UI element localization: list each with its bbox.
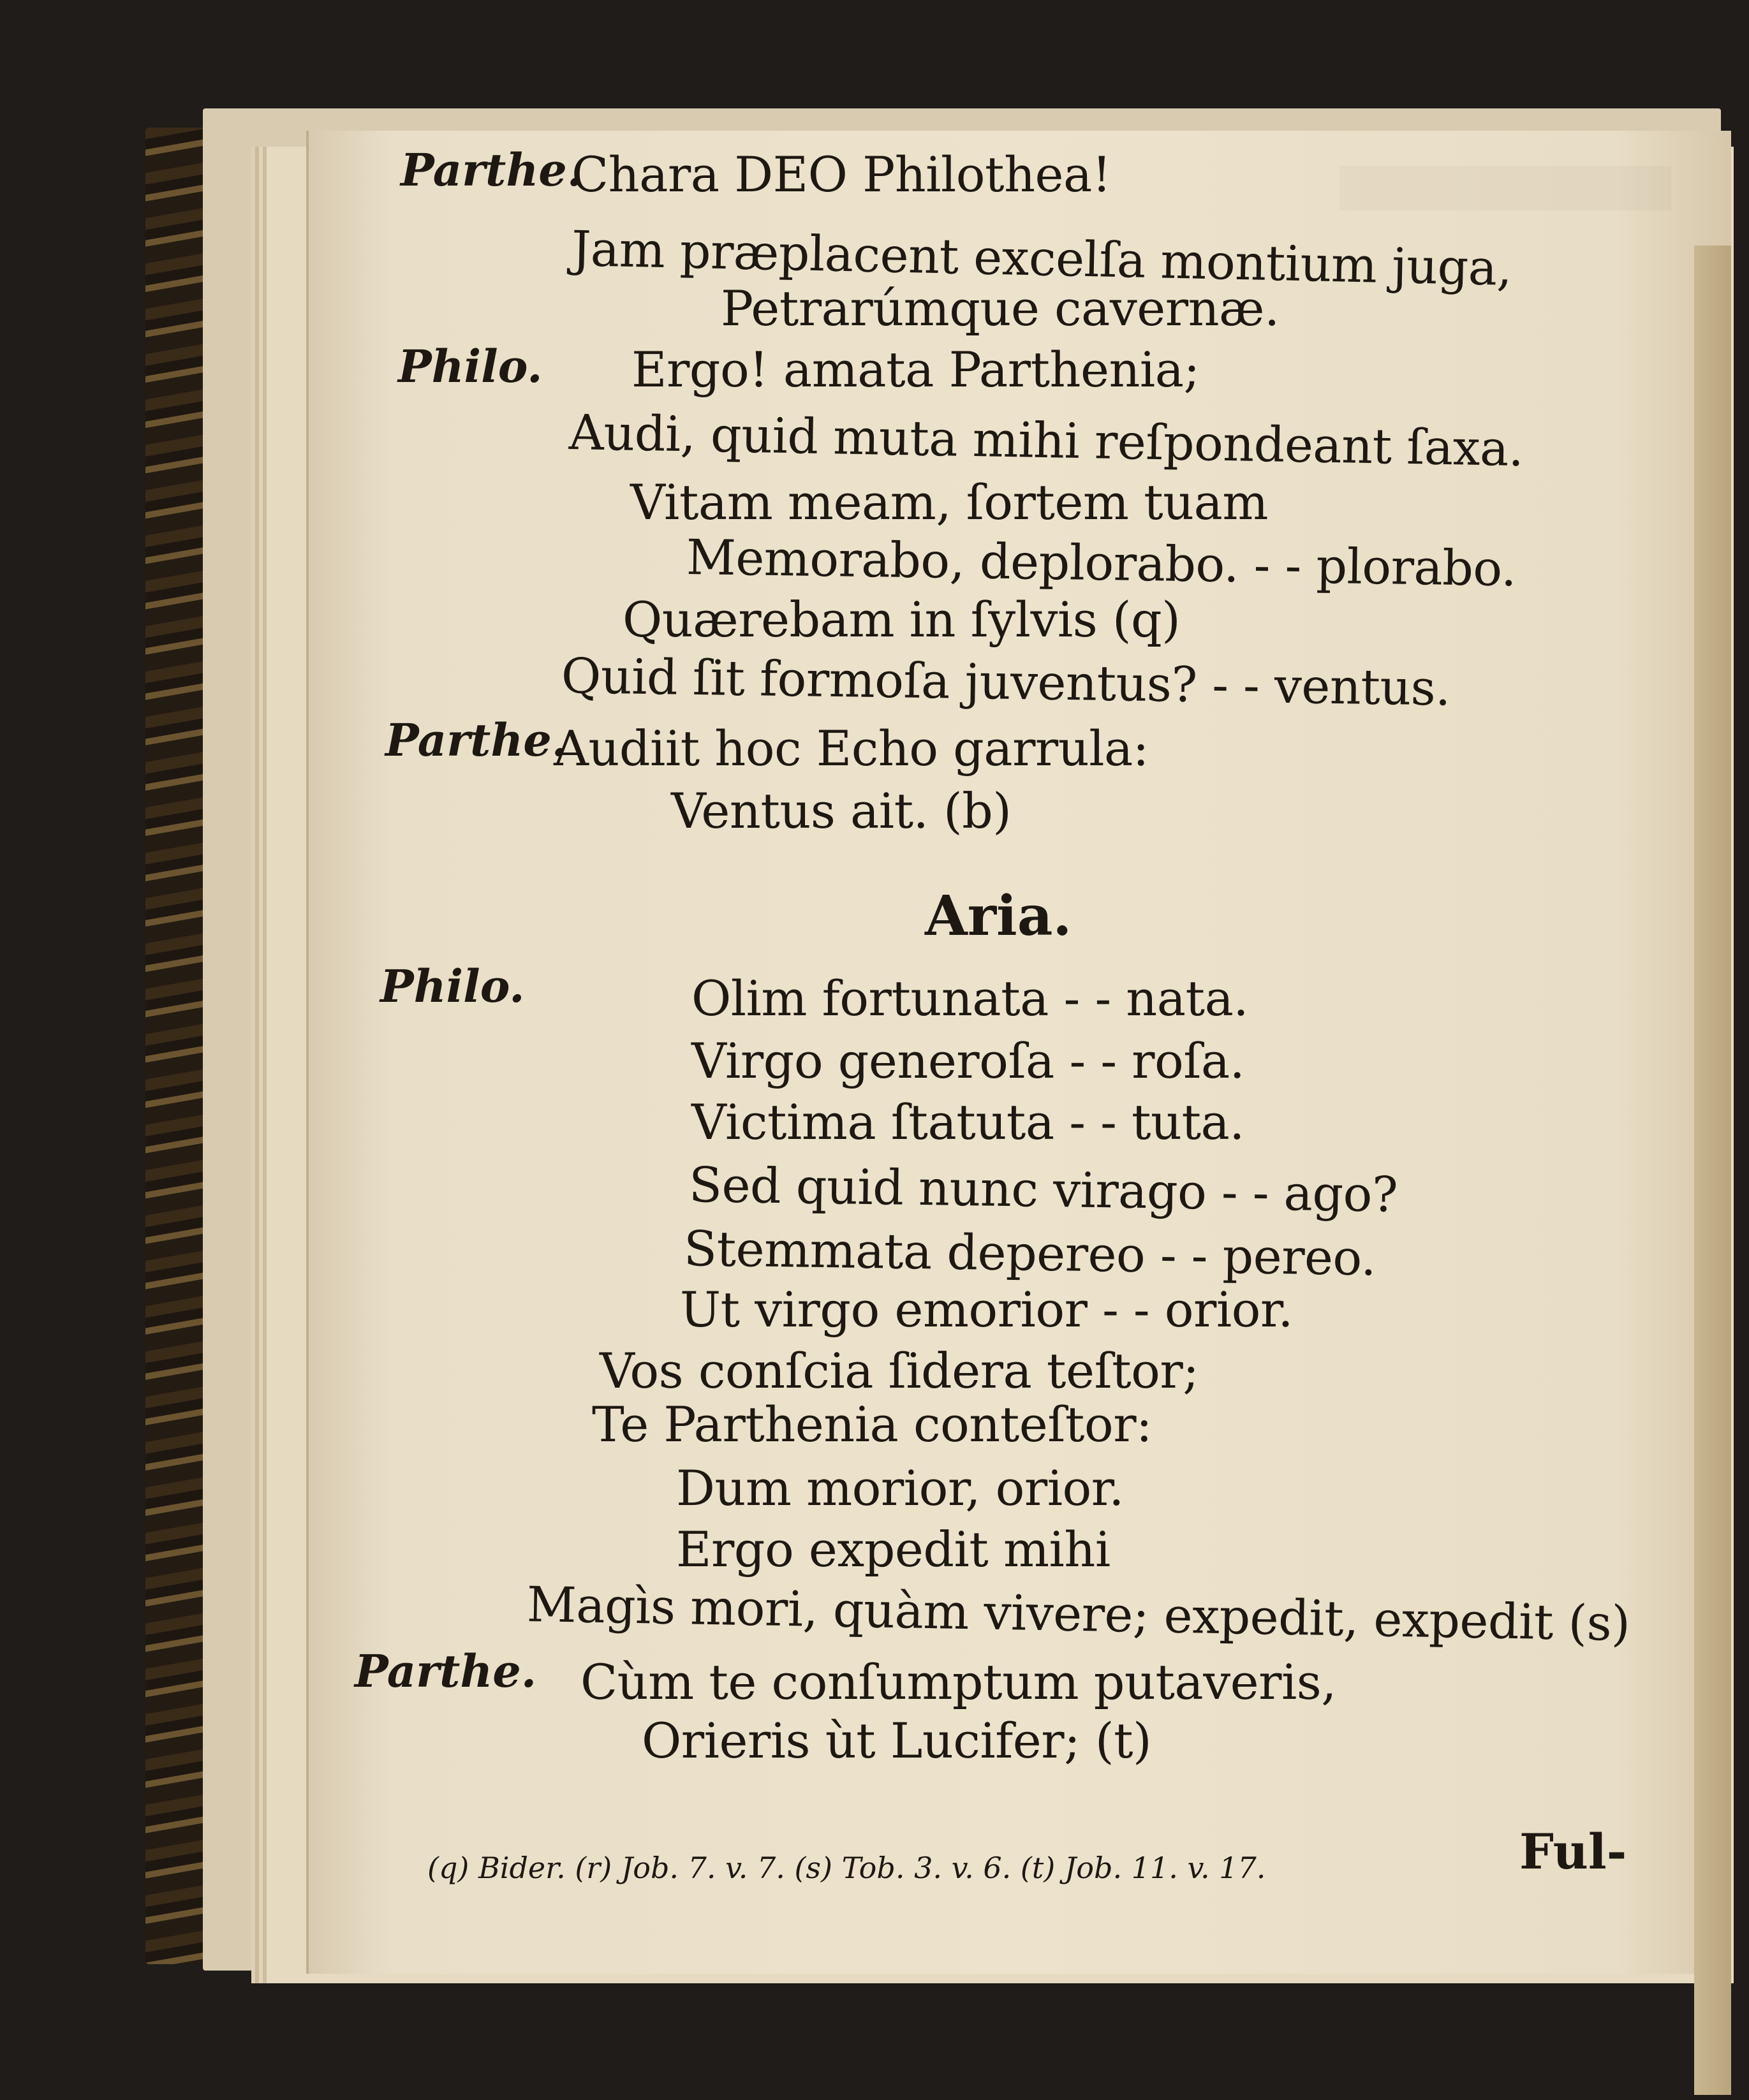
- verse-line: Ergo! amata Parthenia;: [631, 341, 1200, 398]
- speaker-label: Philo.: [398, 340, 543, 393]
- verse-line: Quid ſit formoſa juventus? - - ventus.: [561, 647, 1451, 717]
- aria-line: Virgo generoſa - - roſa.: [691, 1032, 1245, 1089]
- verse-line: Ventus ait. (b): [671, 782, 1012, 839]
- aria-line: Ergo expedit mihi: [676, 1521, 1111, 1578]
- aria-line: Olim fortunata - - nata.: [691, 970, 1249, 1027]
- verse-line: Petrarúmque cavernæ.: [721, 280, 1280, 337]
- verse-line: Audiit hoc Echo garrula:: [554, 720, 1149, 777]
- aria-line: Sed quid nunc virago - - ago?: [688, 1156, 1398, 1223]
- aria-line: Stemmata depereo - - pereo.: [683, 1220, 1376, 1287]
- verse-line: Audi, quid muta mihi reſpondeant ſaxa.: [568, 404, 1524, 478]
- aria-line: Dum morior, orior.: [676, 1460, 1124, 1516]
- verse-line: Vitam meam, ſortem tuam: [630, 474, 1268, 531]
- aria-heading: Aria.: [925, 884, 1072, 948]
- speaker-label: Parthe.: [401, 143, 583, 196]
- speaker-label: Parthe.: [385, 714, 568, 767]
- verse-line: Jam præplacent excelſa montium juga,: [571, 220, 1513, 297]
- aria-line: Magìs mori, quàm vivere; expedit, expedit (s): [526, 1576, 1631, 1652]
- speaker-label: Parthe.: [355, 1645, 537, 1698]
- aria-line: Orieris ùt Lucifer; (t): [642, 1712, 1152, 1769]
- aria-line: Ut virgo emorior - - orior.: [680, 1281, 1294, 1338]
- verse-line: Memorabo, deplorabo. - - plorabo.: [686, 529, 1517, 598]
- footnotes: (q) Bider. (r) Job. 7. v. 7. (s) Tob. 3. v. 6. (t) Job. 11. v. 17.: [427, 1851, 1266, 1885]
- verse-line: Quærebam in ſylvis (q): [623, 591, 1181, 648]
- aria-line: Victima ſtatuta - - tuta.: [691, 1094, 1244, 1150]
- catchword: Ful-: [1519, 1823, 1627, 1880]
- aria-line: Te Parthenia conteſtor:: [592, 1396, 1153, 1453]
- aria-line: Vos conſcia ſidera teſtor;: [600, 1342, 1199, 1399]
- aria-line: Cùm te conſumptum putaveris,: [580, 1654, 1336, 1710]
- speaker-label: Philo.: [380, 960, 525, 1013]
- verse-line: Chara DEO Philothea!: [572, 146, 1111, 203]
